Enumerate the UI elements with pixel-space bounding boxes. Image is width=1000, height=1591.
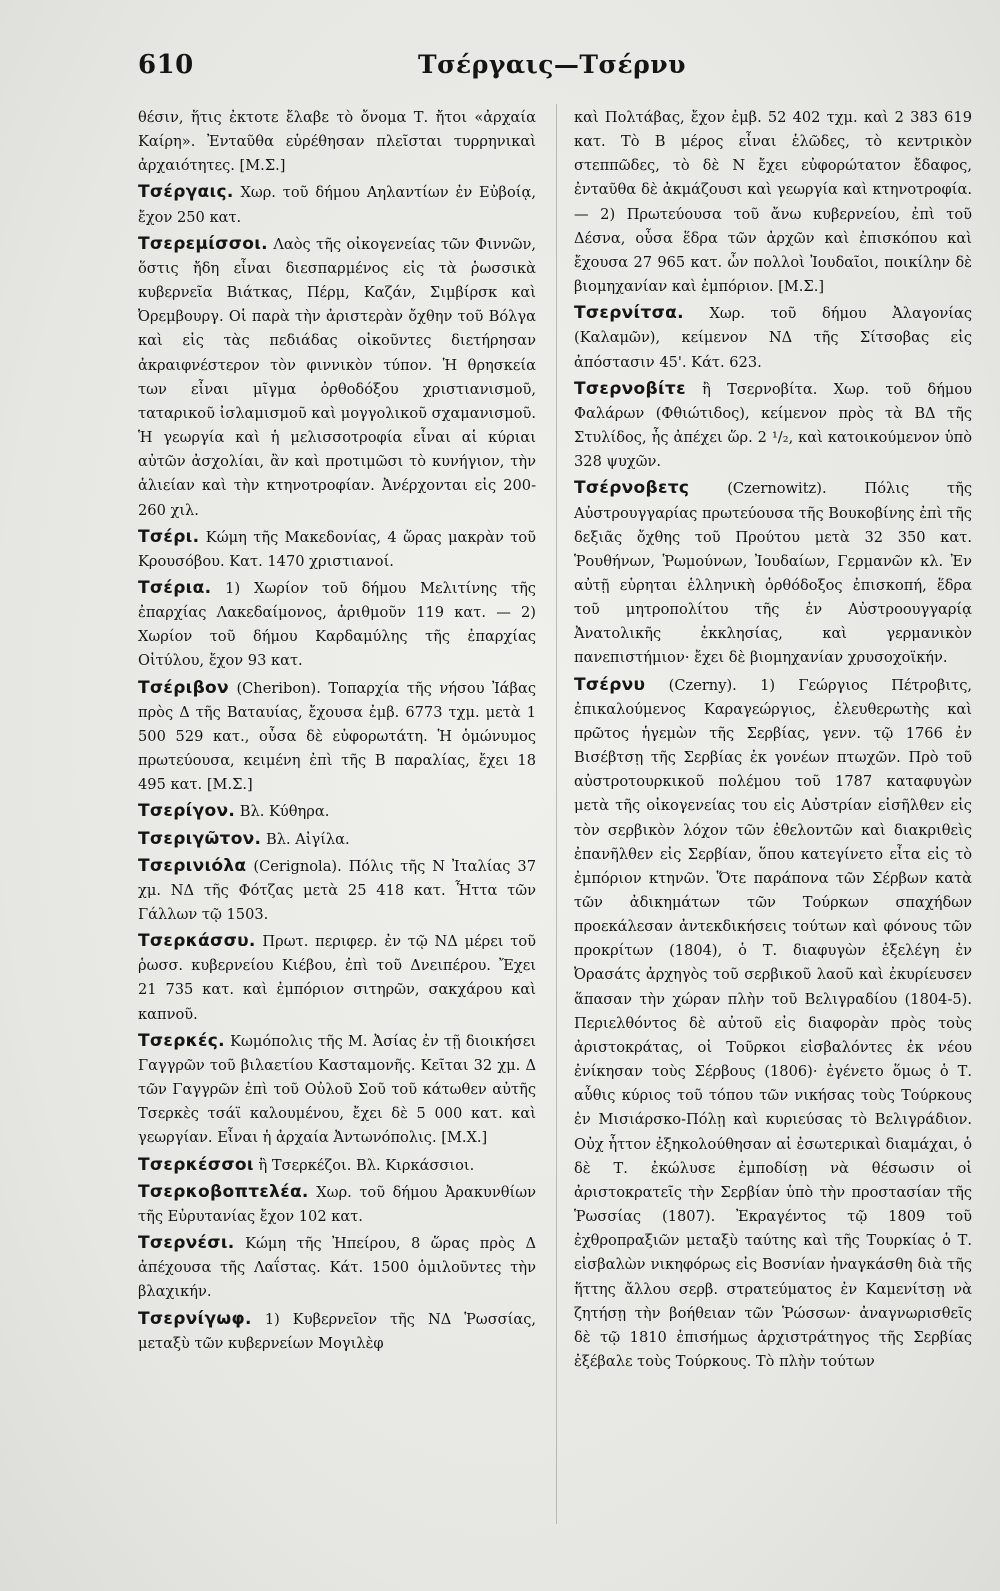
entry-text: ἢ Τσερνοβίτα. Χωρ. τοῦ δήμου Φαλάρων (Φθιώτιδος), κείμενον πρὸς τὰ ΒΔ τῆς Στυλίδος, ἧς ἀπέχει ὥρ. 2 ¹/₂, καὶ κατοικούμενον ὑπὸ 328 ψυχῶν. [574,380,973,471]
entry-headword: Τσέριβον [138,677,229,698]
dictionary-entry [138,525,536,574]
dictionary-entry [138,854,536,927]
running-head: Τσέργαις—Τσέρνυ [418,50,686,79]
entry-headword: Τσέρνυ [574,674,646,695]
entry-headword: Τσερνέσι. [138,1233,235,1254]
entry-text: (Cheribon). Τοπαρχία τῆς νήσου Ἰάβας πρὸς Δ τῆς Βαταυίας, ἔχουσα ἐμβ. 6773 τχμ. μετὰ 1 500 529 κατ., οὖσα δὲ εὐφορωτάτη. Ἡ ὁμώνυμος πρωτεύουσα, κειμένη ἐπὶ τῆς Β παραλίας, ἔχει 18 495 κατ. [Μ.Σ.] [138,679,536,794]
entry-text: Κωμόπολις τῆς Μ. Ἀσίας ἐν τῇ διοικήσει Γαγγρῶν τοῦ βιλαετίου Κασταμονῆς. Κεῖται 32 χμ. Δ τῶν Γαγγρῶν ἐπὶ τοῦ Οὐλοῦ Σοῦ τοῦ κάτωθεν αὐτῆς Τσερκὲς τσάϊ καλουμένου, ἔχει δὲ 5 000 κατ. καὶ γεωργίαν. Εἶναι ἡ ἀρχαία Ἀντωνόπολις. [Μ.Χ.] [138,1032,536,1147]
entry-headword: Τσέρνοβετς [574,478,690,499]
entry-text: (Czernowitz). Πόλις τῆς Αὐστρουγγαρίας πρωτεύουσα τῆς Βουκοβίνης ἐπὶ τῆς δεξιᾶς ὄχθης τοῦ Προύτου μετὰ 32 350 κατ. Ῥουθήνων, Ῥωμούνων, Ἰουδαίων, Γερμανῶν κλ. Ἐν αὐτῇ εὑρηται ἑλληνικὴ ὀρθόδοξος ἐπισκοπή, ἕδρα τοῦ μητροπολίτου τῆς ἐν Αὐστροουγγαρίᾳ Ἀνατολικῆς ἐκκλησίας, καὶ γερμανικὸν πανεπιστήμιον· ἔχει δὲ βιομηχανίαν χρυσοχοϊκήν. [574,480,972,667]
dictionary-entry [138,576,536,674]
left-column [138,106,536,1358]
entry-text: Χωρ. τοῦ δήμου Ἀλαγονίας (Καλαμῶν), κείμενον ΝΔ τῆς Σίτσοβας εἰς ἀπόστασιν 45'. Κάτ. 623. [574,305,973,371]
entry-headword: Τσερεμίσσοι. [138,233,268,254]
entry-headword: Τσερίγον. [138,801,236,822]
entry-headword: Τσέρια. [138,577,212,598]
dictionary-entry [138,106,536,178]
dictionary-entry [138,1029,536,1151]
dictionary-entry [138,1153,536,1178]
entry-text: καὶ Πολτάβας, ἔχον ἐμβ. 52 402 τχμ. καὶ 2 383 619 κατ. Τὸ Β μέρος εἶναι ἑλῶδες, τὸ κεντρικὸν στεππῶδες, τὸ δὲ Ν ἔχει εὐφορώτατον ἔδαφος, ἐνταῦθα δὲ ἀκμάζουσι καὶ γεωργία καὶ κτηνοτροφία. — 2) Πρωτεύουσα τοῦ ἄνω κυβερνείου, ἐπὶ τοῦ Δέσνα, οὖσα ἕδρα τῶν ἀρχῶν καὶ ἐπισκόπου καὶ ἔχουσα 27 965 κατ. ὧν πολλοὶ Ἰουδαῖοι, ποικίλην δὲ βιομηχανίαν καὶ ἐμπόριον. [Μ.Σ.] [574,109,972,296]
right-column [574,106,972,1376]
dictionary-entry [138,1231,536,1304]
dictionary-entry [574,106,972,299]
entry-headword: Τσέργαις. [138,182,234,203]
entry-text: 1) Κυβερνεῖον τῆς ΝΔ Ῥωσσίας, μεταξὺ τῶν κυβερνείων Μογιλὲφ [138,1310,537,1352]
dictionary-entry [138,1180,536,1229]
entry-headword: Τσερνίτσα. [574,303,684,324]
dictionary-entry [574,476,972,670]
dictionary-entry [574,377,972,475]
dictionary-entry [574,301,972,374]
entry-text: Λαὸς τῆς οἰκογενείας τῶν Φιννῶν, ὅστις ἤδη εἶναι διεσπαρμένος εἰς τὰ ῥωσσικὰ κυβερνεῖα Βιάτκας, Πέρμ, Καζάν, Σιμβίρσκ καὶ Ὀρεμβουργ. Οἱ παρὰ τὴν ἀριστερὰν ὄχθην τοῦ Βόλγα καὶ εἰς τὰς πεδιάδας οἰκοῦντες διετήρησαν ἀκραιφνέστερον τὸν φιννικὸν τύπον. Ἡ θρησκεία των εἶναι μῖγμα ὀρθοδόξου χριστιανισμοῦ, ταταρικοῦ ἰσλαμισμοῦ καὶ μογγολικοῦ σχαμανισμοῦ. Ἡ γεωργία καὶ ἡ μελισσοτροφία εἶναι αἱ κύριαι αὐτῶν ἀσχολίαι, ἂν καὶ προτιμῶσι τὸ κυνήγιον, τὴν ἁλιείαν καὶ τὴν κτηνοτροφίαν. Ἀνέρχονται εἰς 200-260 χιλ. [138,235,536,519]
entry-headword: Τσεριγῶτον. [138,828,262,849]
entry-text: (Czerny). 1) Γεώργιος Πέτροβιτς, ἐπικαλούμενος Καραγεώργιος, ἐλευθερωτὴς καὶ πρῶτος ἡγεμὼν τῆς Σερβίας, γενν. τῷ 1766 ἐν Βισέβτσῃ τῆς Σερβίας ἐκ γονέων πτωχῶν. Πρὸ τοῦ αὐστροτουρκικοῦ πολέμου τοῦ 1787 καταφυγὼν μετὰ τῆς οἰκογενείας του εἰς Αὐστρίαν εἰσῆλθεν εἰς τὸν σερβικὸν λόχον τῶν ἐθελοντῶν καὶ διακριθεὶς ἐπανῆλθεν εἰς Σερβίαν, ὅπου κατεγίνετο εἶτα εἰς τὸ ἐμπόριον κτηνῶν. Ὅτε παράπονα τῶν Σέρβων κατὰ τῶν ἀδικημάτων τῶν Τούρκων σπαχήδων προεκάλεσαν ἀντεκδικήσεις τούτων καὶ φόνους τῶν προκρίτων (1804), ὁ Τ. διαφυγὼν ἐξελέγη ἐν Ὀρασάτς ἀρχηγὸς τοῦ σερβικοῦ λαοῦ καὶ ἐκυρίευσεν ἅπασαν τὴν χώραν πλὴν τοῦ Βελιγραδίου (1804-5). Περιελθόντος δὲ αὐτοῦ εἰς διαφορὰν πρὸς τοὺς ἀριστοκράτας, οἱ Τοῦρκοι εἰσβαλόντες ἐκ νέου ἐνίκησαν τοὺς Σέρβους (1806)· ἐγένετο ὅμως ὁ Τ. αὖθις κύριος τοῦ τόπου τῶν νικήσας τοὺς Τούρκους ἐν Μισιάρσκο-Πόλῃ καὶ κυριεύσας τὸ Βελιγράδιον. Οὐχ ἧττον ἐξηκολούθησαν αἱ ἐσωτερικαὶ διαμάχαι, ὁ δὲ Τ. ἐκώλυσε ἐμποδίσῃ νὰ θέσωσιν οἱ ἀριστοκρατεῖς τὴν Σερβίαν ὑπὸ τὴν προστασίαν τῆς Ῥωσσίας (1807). Ἐκραγέντος τῷ 1809 τοῦ ἐχθροπραξιῶν μεταξὺ ταύτης καὶ τῆς Τουρκίας ὁ Τ. εἰσβαλὼν νικηφόρως εἰς Βοσνίαν ἠναγκάσθη διὰ τῆς ἥττης ἄλλου σερβ. στρατεύματος ἐν Καμενίτσῃ νὰ ζητήσῃ τὴν βοήθειαν τῶν Ῥώσσων· ἀναγνωρισθεῖς δὲ τῷ 1810 ἐπισήμως ἀρχιστράτηγος τῆς Σερβίας ἐξέβαλε τοὺς Τούρκους. Τὸ πλὴν τούτων [574,676,973,1370]
dictionary-entry [574,673,972,1375]
entry-text: θέσιν, ἥτις ἐκτοτε ἔλαβε τὸ ὄνομα Τ. ἤτοι «ἀρχαία Καίρη». Ἐνταῦθα εὑρέθησαν πλεῖσται τυρρηνικαὶ ἀρχαιότητες. [Μ.Σ.] [138,109,536,175]
dictionary-entry [138,929,536,1027]
entry-text: ἢ Τσερκέζοι. Βλ. Κιρκάσσιοι. [258,1156,475,1174]
dictionary-entry [138,827,536,852]
entry-text: Βλ. Αἰγίλα. [265,830,350,848]
entry-text: Βλ. Κύθηρα. [239,803,330,821]
entry-text: Κώμη τῆς Μακεδονίας, 4 ὥρας μακρὰν τοῦ Κρουσόβου. Κατ. 1470 χριστιανοί. [138,528,536,570]
entry-headword: Τσέρι. [138,526,200,547]
dictionary-entry [138,799,536,824]
column-divider [556,104,557,1524]
entry-text: (Cerignola). Πόλις τῆς Ν Ἰταλίας 37 χμ. ΝΔ τῆς Φότζας μετὰ 25 418 κατ. Ἧττα τῶν Γάλλων τῷ 1503. [138,857,536,923]
dictionary-entry [138,232,536,523]
entry-text: 1) Χωρίον τοῦ δήμου Μελιτίνης τῆς ἐπαρχίας Λακεδαίμονος, ἀριθμοῦν 119 κατ. — 2) Χωρίον τοῦ δήμου Καρδαμύλης τῆς ἐπαρχίας Οἰτύλου, ἔχον 93 κατ. [138,579,536,670]
dictionary-entry [138,1307,536,1356]
entry-headword: Τσερκέσσοι [138,1154,254,1175]
entry-text: Πρωτ. περιφερ. ἐν τῷ ΝΔ μέρει τοῦ ῥωσσ. κυβερνείου Κιέβου, ἐπὶ τοῦ Δνειπέρου. Ἔχει 21 735 κατ. καὶ ἐμπόριον σιτηρῶν, σακχάρου καὶ καπνοῦ. [138,933,536,1023]
entry-headword: Τσερνοβίτε [574,378,686,399]
entry-headword: Τσερκές. [138,1030,225,1051]
entry-text: Κώμη τῆς Ἠπείρου, 8 ὥρας πρὸς Δ ἀπέχουσα τῆς Λαΐστας. Κάτ. 1500 ὁμιλοῦντες τὴν βλαχικήν. [138,1235,537,1301]
entry-headword: Τσερινιόλα [138,855,247,876]
dictionary-entry [138,676,536,798]
dictionary-entry [138,180,536,229]
entry-headword: Τσερκοβοπτελέα. [138,1181,309,1202]
page-header [138,50,938,90]
page-number: 610 [138,50,194,80]
entry-headword: Τσερνίγωφ. [138,1308,252,1329]
entry-text: Χωρ. τοῦ δήμου Αηλαντίων ἐν Εὐβοίᾳ, ἔχον 250 κατ. [138,184,537,226]
entry-headword: Τσερκάσσυ. [138,931,256,952]
entry-text: Χωρ. τοῦ δήμου Ἀρακυνθίων τῆς Εὐρυτανίας ἔχον 102 κατ. [138,1183,537,1225]
